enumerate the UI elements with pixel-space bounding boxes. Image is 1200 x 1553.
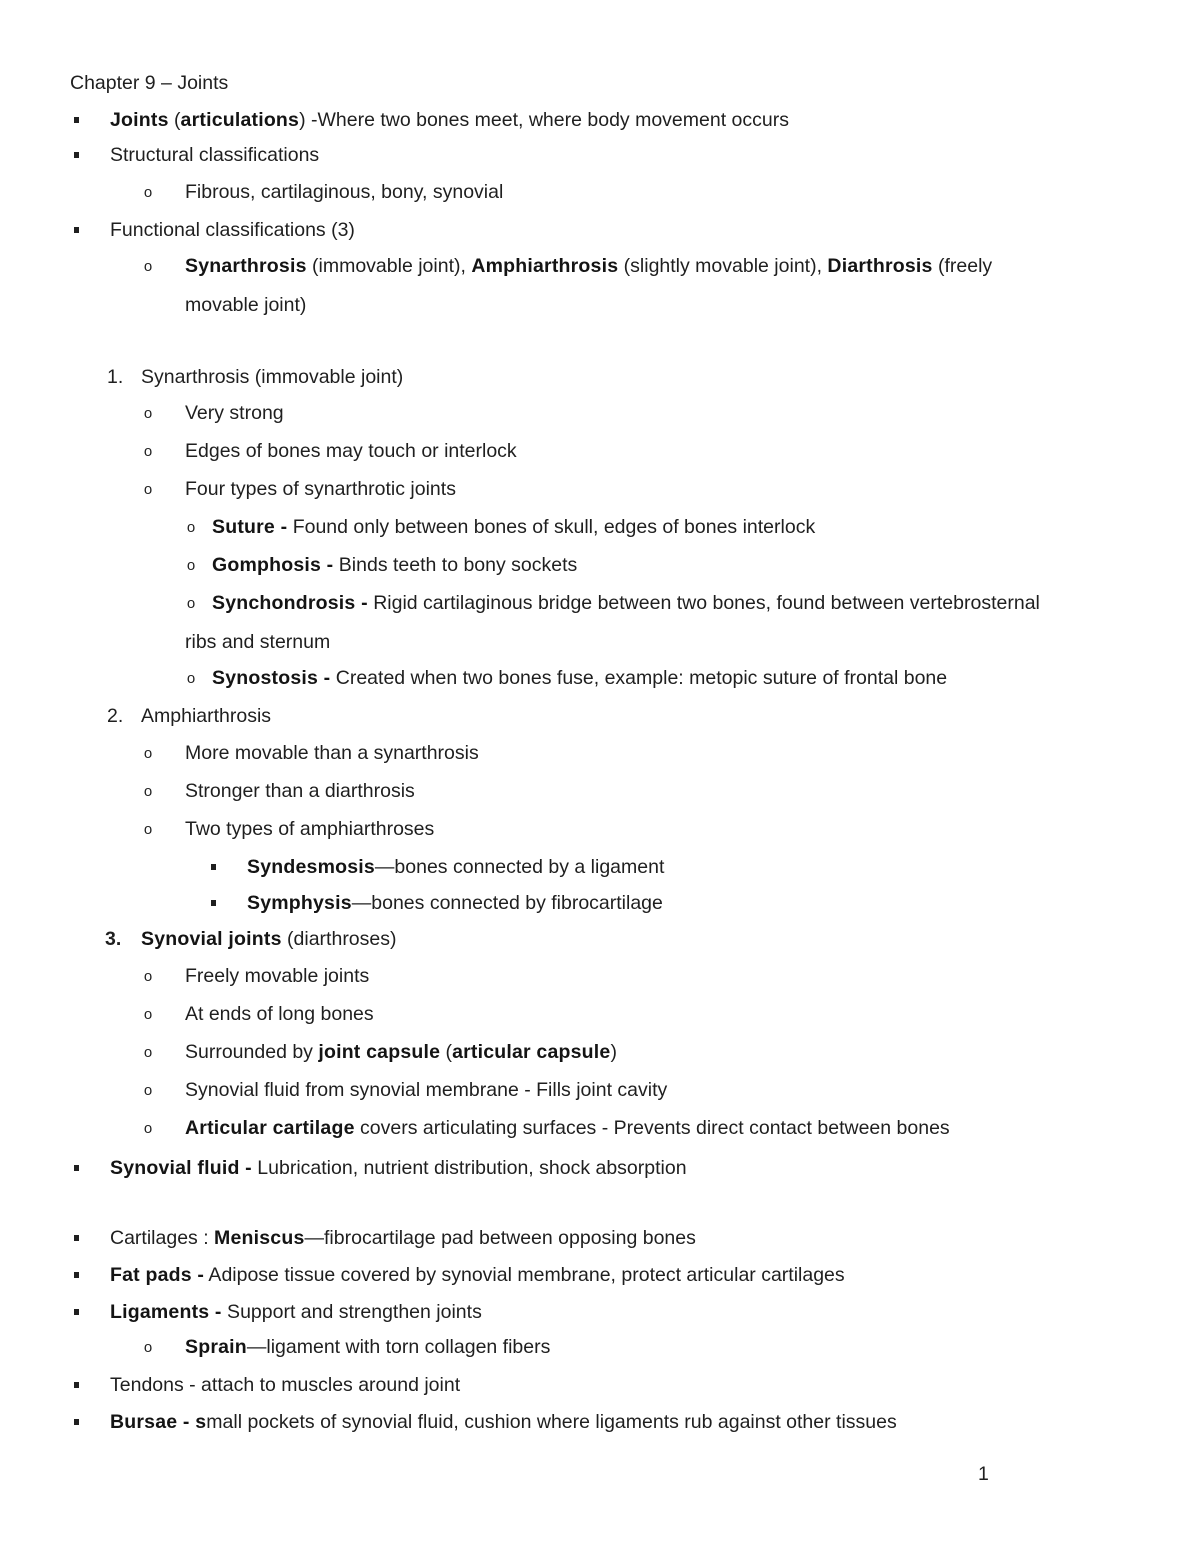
circle-bullet-icon: o [186,595,196,612]
circle-bullet-icon: o [143,783,153,800]
list-item: Articular cartilage covers articulating surfaces - Prevents direct contact between bones [185,1117,950,1139]
circle-bullet-icon: o [143,481,153,498]
list-item: Sprain—ligament with torn collagen fibers [185,1336,551,1358]
circle-bullet-icon: o [186,670,196,687]
list-item: Fat pads - Adipose tissue covered by synovial membrane, protect articular cartilages [110,1264,845,1286]
circle-bullet-icon: o [186,519,196,536]
page-number: 1 [978,1463,989,1485]
page-title: Chapter 9 – Joints [70,72,229,94]
section-heading: Synarthrosis (immovable joint) [141,366,404,388]
circle-bullet-icon: o [143,821,153,838]
list-item: Bursae - small pockets of synovial fluid, cushion where ligaments rub against other tissues [110,1411,897,1433]
list-item: Ligaments - Support and strengthen joints [110,1301,482,1323]
list-item: Cartilages : Meniscus—fibrocartilage pad between opposing bones [110,1227,696,1249]
list-item: Very strong [185,402,284,424]
circle-bullet-icon: o [143,1006,153,1023]
circle-bullet-icon: o [143,1339,153,1356]
list-item: More movable than a synarthrosis [185,742,479,764]
list-item: Synostosis - Created when two bones fuse, example: metopic suture of frontal bone [212,667,948,689]
list-item: Functional classifications (3) [110,219,355,241]
circle-bullet-icon: o [143,745,153,762]
circle-bullet-icon: o [143,1120,153,1137]
list-number: 2. [107,705,124,727]
section-heading: Amphiarthrosis [141,705,272,727]
section-heading: Synovial joints (diarthroses) [141,928,397,950]
circle-bullet-icon: o [143,1082,153,1099]
circle-bullet-icon: o [186,557,196,574]
list-item: Two types of amphiarthroses [185,818,435,840]
list-item: Joints (articulations) -Where two bones meet, where body movement occurs [110,109,789,131]
list-item: Synovial fluid - Lubrication, nutrient distribution, shock absorption [110,1157,687,1179]
list-number: 3. [105,928,122,950]
list-item: Tendons - attach to muscles around joint [110,1374,461,1396]
list-item: Synarthrosis (immovable joint), Amphiarthrosis (slightly movable joint), Diarthrosis (freely [185,255,993,277]
list-item: Structural classifications [110,144,320,166]
list-item: Suture - Found only between bones of skull, edges of bones interlock [212,516,816,538]
list-item: Symphysis—bones connected by fibrocartilage [247,892,663,914]
list-item: Edges of bones may touch or interlock [185,440,517,462]
list-item: Fibrous, cartilaginous, bony, synovial [185,181,504,203]
list-item-continued: movable joint) [185,294,307,316]
list-item-continued: ribs and sternum [185,631,331,653]
list-item: Four types of synarthrotic joints [185,478,456,500]
circle-bullet-icon: o [143,968,153,985]
list-item: Synchondrosis - Rigid cartilaginous bridge between two bones, found between vertebrosternal [212,592,1040,614]
list-item: Synovial fluid from synovial membrane - Fills joint cavity [185,1079,668,1101]
circle-bullet-icon: o [143,405,153,422]
list-item: Freely movable joints [185,965,370,987]
list-item: Stronger than a diarthrosis [185,780,415,802]
circle-bullet-icon: o [143,184,153,201]
circle-bullet-icon: o [143,1044,153,1061]
list-item: Surrounded by joint capsule (articular capsule) [185,1041,617,1063]
list-item: At ends of long bones [185,1003,374,1025]
circle-bullet-icon: o [143,443,153,460]
list-item: Syndesmosis—bones connected by a ligament [247,856,665,878]
list-number: 1. [107,366,124,388]
circle-bullet-icon: o [143,258,153,275]
list-item: Gomphosis - Binds teeth to bony sockets [212,554,578,576]
